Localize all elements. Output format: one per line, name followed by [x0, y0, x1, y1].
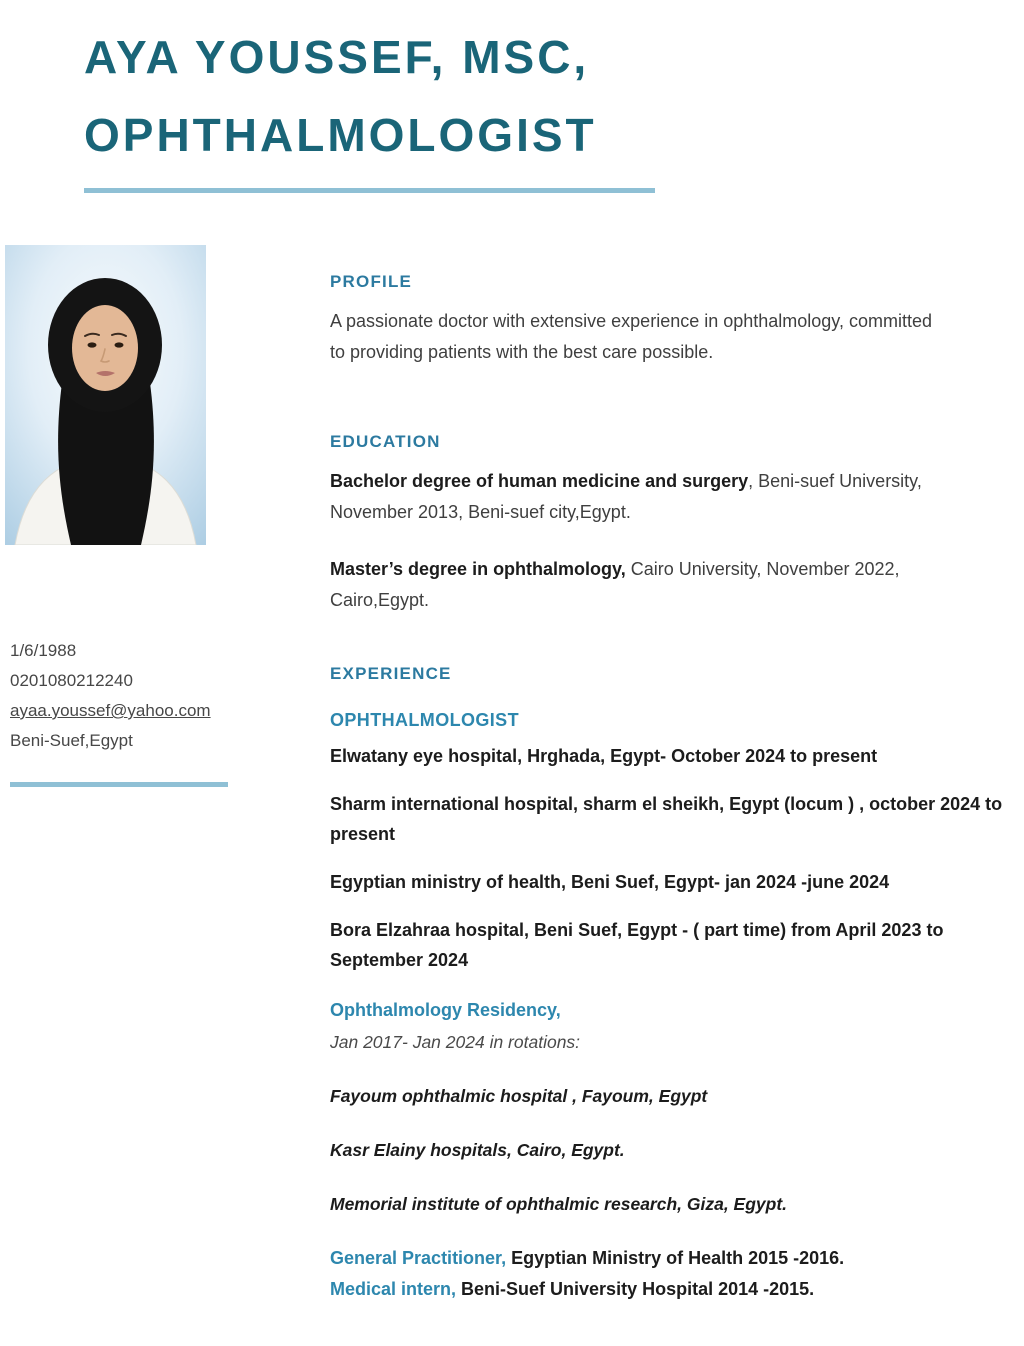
residency-rotation: Memorial institute of ophthalmic research, Giza, Egypt. — [330, 1194, 788, 1214]
contact-divider — [10, 782, 228, 787]
residency-rotation: Kasr Elainy hospitals, Cairo, Egypt. — [330, 1140, 625, 1160]
contact-phone: 0201080212240 — [10, 671, 133, 690]
residency-block — [330, 995, 1010, 1059]
contact-email-link[interactable]: ayaa.youssef@yahoo.com — [10, 701, 211, 720]
earlier-role-details: Beni-Suef University Hospital 2014 -2015. — [456, 1279, 815, 1299]
experience-position: Egyptian ministry of health, Beni Suef, Egypt- jan 2024 -june 2024 — [330, 872, 890, 892]
earlier-role-title: General Practitioner, — [330, 1248, 507, 1268]
earlier-roles — [330, 1243, 1010, 1305]
portrait-photo — [5, 245, 206, 545]
portrait-photo-image — [5, 245, 206, 545]
earlier-role — [330, 1243, 1005, 1274]
residency-period: Jan 2017- Jan 2024 in rotations: — [330, 1032, 581, 1052]
experience-heading: EXPERIENCE — [330, 664, 452, 683]
section-experience — [330, 664, 1010, 1305]
residency-title: Ophthalmology Residency, — [330, 1000, 561, 1020]
section-education — [330, 432, 1010, 616]
experience-role-heading: OPHTHALMOLOGIST — [330, 710, 519, 730]
main-content — [330, 272, 1010, 1305]
earlier-role — [330, 1274, 1005, 1305]
experience-position: Sharm international hospital, sharm el sheikh, Egypt (locum ) , october 2024 to present — [330, 794, 1003, 844]
title-line-2: OPHTHALMOLOGIST — [84, 109, 597, 161]
education-degree: Master’s degree in ophthalmology, — [330, 559, 626, 579]
education-degree: Bachelor degree of human medicine and surgery — [330, 471, 749, 491]
education-details: , Beni-suef University, November 2013, Beni-suef city,Egypt. — [330, 471, 922, 522]
contact-birthdate: 1/6/1988 — [10, 641, 77, 660]
section-profile — [330, 272, 1010, 368]
contact-block — [10, 636, 270, 787]
title-line-1: AYA YOUSSEF, MSC, — [84, 31, 590, 83]
profile-heading: PROFILE — [330, 272, 413, 291]
education-heading: EDUCATION — [330, 432, 441, 451]
contact-location: Beni-Suef,Egypt — [10, 731, 133, 750]
header — [84, 18, 984, 193]
title-divider — [84, 188, 655, 193]
education-details: Cairo University, November 2022, Cairo,Egypt. — [330, 559, 900, 610]
profile-text: A passionate doctor with extensive experience in ophthalmology, committed to providing patients with the best care possible. — [330, 311, 932, 362]
page-title — [84, 18, 984, 174]
earlier-role-details: Egyptian Ministry of Health 2015 -2016. — [506, 1248, 845, 1268]
contact-email-row — [10, 696, 270, 726]
residency-rotation: Fayoum ophthalmic hospital , Fayoum, Egypt — [330, 1086, 708, 1106]
experience-position: Bora Elzahraa hospital, Beni Suef, Egypt - ( part time) from April 2023 to September 2024 — [330, 920, 944, 970]
earlier-role-title: Medical intern, — [330, 1279, 457, 1299]
experience-position: Elwatany eye hospital, Hrghada, Egypt- October 2024 to present — [330, 746, 878, 766]
education-item — [330, 554, 990, 616]
education-item — [330, 466, 990, 528]
